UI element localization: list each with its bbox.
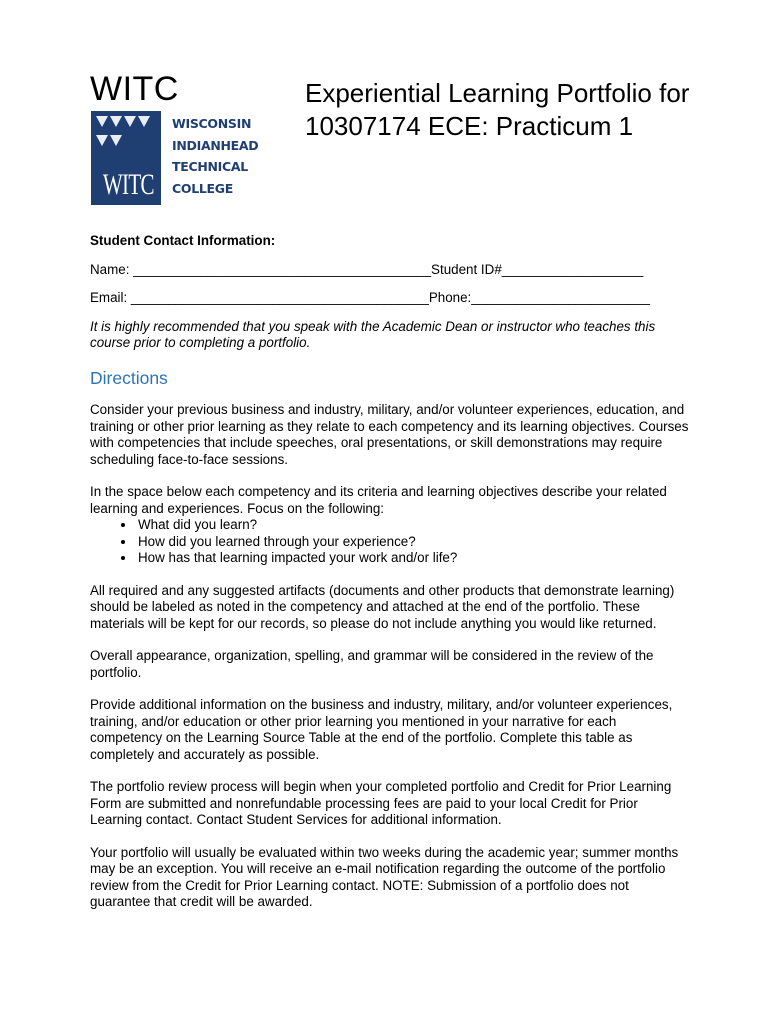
logo-triangle-icon bbox=[96, 135, 108, 146]
directions-paragraph: The portfolio review process will begin when your completed portfolio and Credit for Prior Learning Form are submitted and nonrefundable processing fees are paid to your local Credit for Prior Learning contact. Contact Student Services for additional information. bbox=[90, 779, 672, 827]
email-phone-field[interactable]: Email: ________________________________________Phone:________________________ bbox=[90, 290, 650, 305]
title-line-1: Experiential Learning Portfolio for bbox=[305, 78, 690, 108]
recommendation-note: It is highly recommended that you speak with the Academic Dean or instructor who teaches this course prior to completing a portfolio. bbox=[90, 318, 656, 350]
directions-paragraph: All required and any suggested artifacts (documents and other products that demonstrate learning) should be labeled as noted in the competency and attached at the end of the portfolio. These materials will be kept for our records, so please do not include anything you would like returned. bbox=[90, 582, 675, 631]
directions-paragraph: Your portfolio will usually be evaluated within two weeks during the academic year; summer months may be an exception. You will receive an e-mail notification regarding the outcome of the portfolio review from the Credit for Prior Learning contact. NOTE: Submission of a portfolio does not guarantee that credit will be awarded. bbox=[90, 844, 679, 909]
title-line-2: 10307174 ECE: Practicum 1 bbox=[305, 111, 634, 141]
logo-triangle-icon bbox=[96, 116, 108, 127]
focus-questions-list bbox=[90, 517, 690, 567]
document-body bbox=[90, 233, 690, 927]
logo-name-line: WISCONSIN bbox=[172, 116, 252, 131]
list-item: • What did you learn? bbox=[136, 517, 690, 534]
logo-college-name bbox=[172, 113, 258, 199]
directions-paragraph: Consider your previous business and industry, military, and/or volunteer experiences, education, and training or other prior learning as they relate to each competency and its learning objectives. Courses with competencies that include speeches, oral presentations, or skill demonstrations may require scheduling face-to-face sessions. bbox=[90, 402, 689, 467]
directions-paragraph: Provide additional information on the business and industry, military, and/or volunteer experiences, training, and/or education or other prior learning you mentioned in your narrative for each competency on the Learning Source Table at the end of the portfolio. Complete this table as completely and accurately as possible. bbox=[90, 697, 673, 762]
name-studentid-field[interactable]: Name: ________________________________________Student ID#___________________ bbox=[90, 261, 644, 277]
list-item: • How did you learned through your experience? bbox=[136, 534, 690, 551]
witc-wordmark: WITC bbox=[90, 70, 179, 108]
logo-name-line: COLLEGE bbox=[172, 180, 233, 196]
witc-logo bbox=[91, 111, 261, 205]
logo-triangle-icon bbox=[124, 116, 136, 127]
logo-triangle-icon bbox=[138, 116, 150, 127]
logo-name-line: TECHNICAL bbox=[172, 159, 248, 174]
logo-triangle-icon bbox=[110, 116, 122, 127]
logo-name-line: INDIANHEAD bbox=[172, 137, 259, 153]
document-title bbox=[305, 77, 689, 143]
directions-paragraph: In the space below each competency and its criteria and learning objectives describe your related learning and experiences. Focus on the following: bbox=[90, 484, 667, 516]
logo-triangle-icon bbox=[110, 135, 122, 146]
directions-paragraph: Overall appearance, organization, spelling, and grammar will be considered in the review of the portfolio. bbox=[90, 648, 654, 680]
list-item: • How has that learning impacted your work and/or life? bbox=[136, 550, 690, 567]
directions-heading: Directions bbox=[90, 367, 168, 388]
contact-heading: Student Contact Information: bbox=[90, 233, 276, 248]
logo-mark-text: WITC bbox=[102, 168, 154, 201]
logo-emblem bbox=[91, 111, 161, 205]
